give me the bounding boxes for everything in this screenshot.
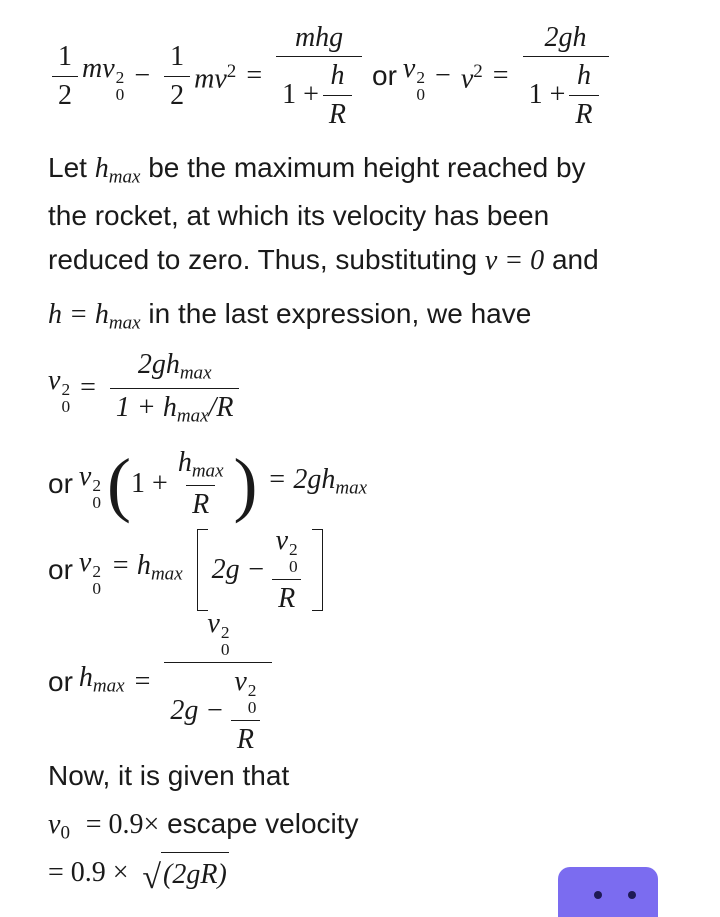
given-sqrt: = 0.9 × √ (2gR) xyxy=(48,852,229,895)
paragraph-line-3: reduced to zero. Thus, substituting v = 0 and xyxy=(48,244,599,276)
given-intro: Now, it is given that xyxy=(48,760,290,791)
fraction-half-2: $\frac{1}{2}$ xyxy=(164,42,190,110)
minus-sign: − xyxy=(134,60,151,91)
term-v0-squared: v 2 0 xyxy=(402,52,426,104)
equals-sign: = xyxy=(246,60,263,91)
chat-dot xyxy=(594,891,602,899)
term-mv: $mv^2$ xyxy=(194,61,237,95)
equation-bracket-form: or v 2 0 = $h_{max}$ 2g − v 2 0 R xyxy=(48,528,323,612)
paragraph-line-1: Let $h_{max}$ be the maximum height reached by xyxy=(48,152,586,188)
chat-bubble-icon[interactable] xyxy=(558,867,658,917)
equation-v0-squared: v 2 0 = $\frac{2gh_{max}}{1 + h_{max}/R}$ xyxy=(48,346,243,430)
fraction-hmax: $\frac{2gh_{max}}{1 + h_{max}/R}$ xyxy=(110,350,240,426)
term-v-squared: $v^2$ xyxy=(460,61,483,95)
term-mv0: mv 2 0 xyxy=(82,52,125,104)
equation-paren-form: or v 2 0 ( 1 + $\frac{h_{max}}{R}$ ) = $2gh_{max}$ xyxy=(48,444,368,524)
given-v0: $v_0 = 0.9\times$ escape velocity xyxy=(48,808,359,844)
equation-hmax: or $h_{max}$ = v 2 0 2g − v 2 0 R xyxy=(48,620,276,744)
paragraph-line-4: $h = h_{max}$ in the last expression, we have xyxy=(48,298,532,334)
fraction-half-1: $\frac{1}{2}$ xyxy=(52,42,78,110)
fraction-2gh: 2gh 1 + $\frac{h}{R}$ xyxy=(523,23,609,129)
or-word: or xyxy=(372,60,397,91)
paragraph-line-2: the rocket, at which its velocity has been xyxy=(48,200,550,231)
chat-dot xyxy=(628,891,636,899)
equation-energy: $\frac{1}{2}$ mv 2 0 − $\frac{1}{2}$ $mv^2$ = mhg 1 + $\frac{h}{R}$ or v 2 0 − $v^2$ = 2gh 1 + $\frac{h}{R}$ xyxy=(48,18,613,134)
fraction-mhg: mhg 1 + $\frac{h}{R}$ xyxy=(276,23,362,129)
